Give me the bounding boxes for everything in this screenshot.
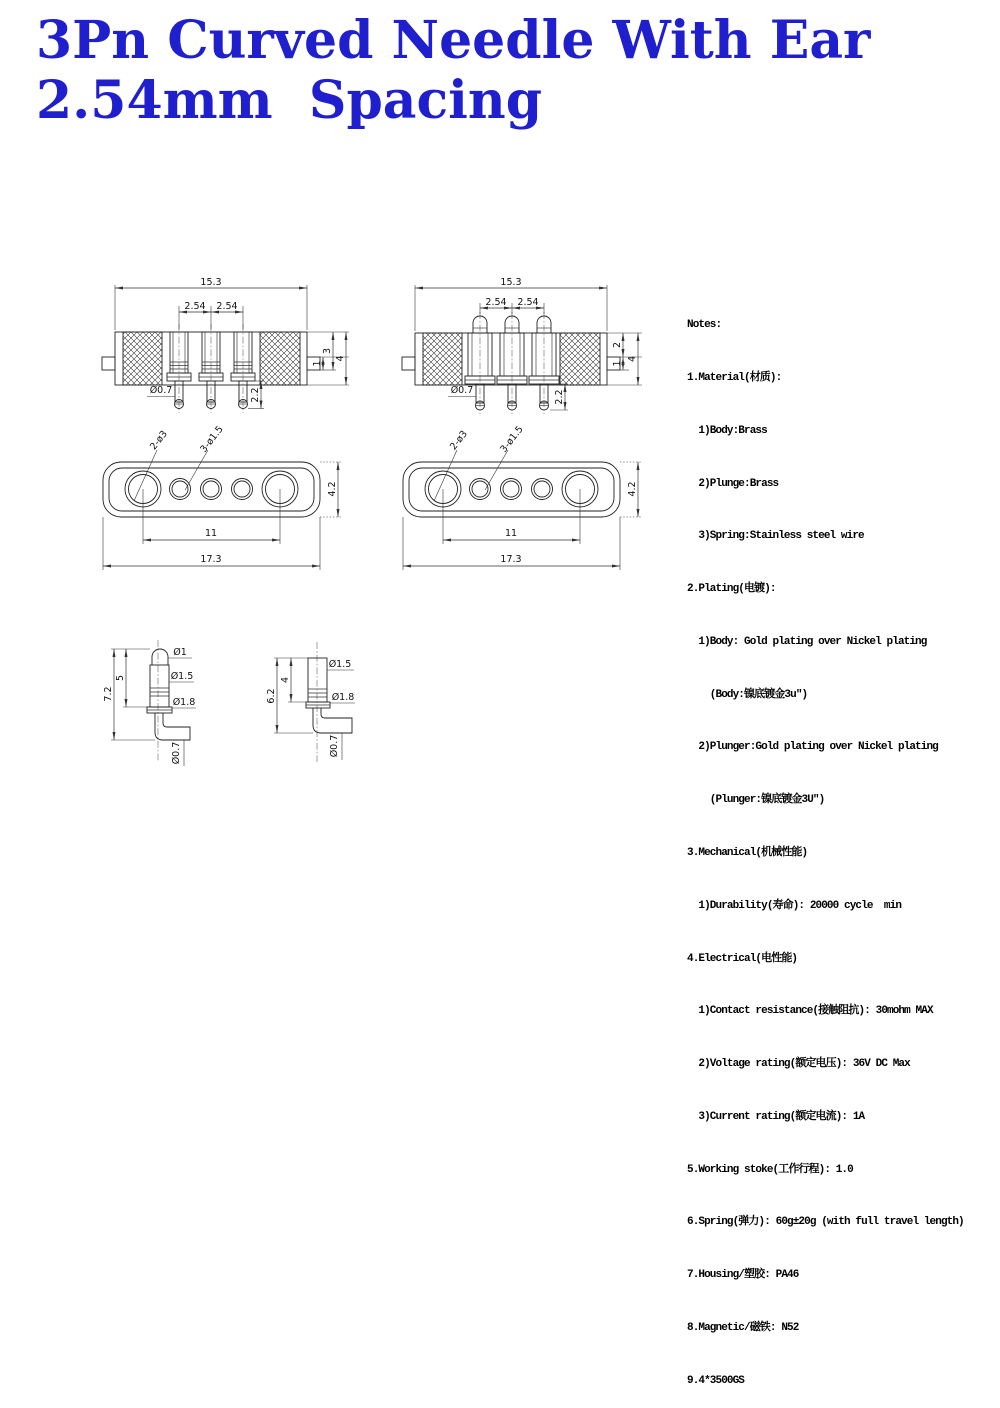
note-line: 6.Spring(弹力): 60g±20g (with full travel length): [687, 1216, 964, 1229]
dim-label: 4.2: [627, 481, 638, 497]
pin-detail-barrel-drawing: [260, 612, 405, 792]
dim-label: 2-ø3: [448, 428, 470, 453]
note-line: 1)Contact resistance(接触阻抗): 30mohm MAX: [687, 1005, 933, 1018]
dim-label: 17.3: [200, 554, 222, 565]
side-view-extended-drawing: [395, 272, 660, 437]
dim-label: 2.54: [216, 301, 238, 312]
dim-label: Ø1.8: [331, 692, 355, 703]
dim-label: 2.54: [485, 297, 507, 308]
dim-label: 2.54: [517, 297, 539, 308]
note-line: 1)Durability(寿命): 20000 cycle min: [687, 899, 902, 912]
dim-label: 3-ø1.5: [198, 424, 226, 455]
dim-label: 15.3: [200, 277, 222, 288]
note-line: 5.Working stoke(工作行程): 1.0: [687, 1163, 853, 1176]
dimensions: [103, 424, 342, 570]
dim-label: 11: [204, 528, 218, 539]
pogo-pin-1: [167, 324, 191, 413]
knurl-hatch-right: [260, 332, 300, 385]
dim-label: 1: [612, 360, 623, 367]
bottom-view-right-drawing: [395, 424, 660, 583]
dim-label: 15.3: [500, 277, 522, 288]
dim-label: 4: [280, 676, 291, 684]
dim-label: 2.2: [554, 389, 565, 405]
note-line: 9.4*3500GS: [687, 1374, 745, 1387]
dim-label: 6.2: [266, 688, 277, 704]
dimensions: [266, 658, 355, 760]
note-line: 3.Mechanical(机械性能): [687, 847, 808, 859]
dim-label: 17.3: [500, 554, 522, 565]
pogo-pin-1: [465, 312, 495, 414]
dim-label: 3-ø1.5: [498, 424, 526, 455]
note-line: 2)Voltage rating(额定电压): 36V DC Max: [687, 1058, 910, 1071]
pogo-pin-2: [199, 324, 223, 413]
dim-label: 2.2: [250, 387, 261, 403]
note-line: 1)Body:Brass: [687, 424, 767, 437]
dim-label: 4.2: [327, 481, 338, 497]
knurl-hatch-right: [560, 333, 600, 385]
pogo-pin-2: [497, 312, 527, 414]
dim-label: 5: [115, 674, 126, 682]
bottom-view-left-drawing: [95, 424, 360, 583]
notes-panel: [687, 282, 964, 1408]
dim-label: 4: [627, 355, 638, 363]
dim-label: 2.54: [184, 301, 206, 312]
note-line: 7.Housing/塑胶: PA46: [687, 1269, 799, 1282]
pin-detail-plunger-drawing: [100, 612, 230, 792]
housing-outline: [403, 462, 620, 517]
holes: [425, 471, 598, 507]
dim-label: 4: [335, 355, 346, 362]
knurl-hatch-left: [423, 333, 462, 385]
housing-outline: [402, 333, 620, 385]
note-line: 3)Spring:Stainless steel wire: [687, 530, 864, 543]
dim-label: 3: [322, 347, 333, 355]
note-line: 2.Plating(电镀):: [687, 583, 776, 596]
note-line: 1.Material(材质):: [687, 371, 782, 384]
note-line: 4.Electrical(电性能): [687, 952, 798, 965]
page-title-line-2: 2.54mm Spacing: [36, 70, 543, 131]
note-line: 3)Current rating(额定电流): 1A: [687, 1110, 865, 1123]
dim-label: Ø0.7: [171, 741, 182, 765]
knurl-hatch-left: [123, 332, 162, 385]
note-line: (Plunger:镍底镀金3U"): [687, 794, 825, 807]
dim-label: 1: [312, 360, 323, 367]
dim-label: Ø1: [173, 647, 187, 658]
side-view-retracted-drawing: [95, 272, 360, 437]
note-line: 8.Magnetic/磁铁: N52: [687, 1322, 799, 1335]
dim-label: Ø0.7: [450, 385, 474, 396]
holes: [125, 471, 298, 507]
dim-label: Ø0.7: [149, 385, 173, 396]
housing-outline: [103, 462, 320, 517]
dim-label: Ø0.7: [329, 734, 340, 758]
dim-label: 2: [612, 341, 623, 349]
dim-label: 7.2: [103, 686, 114, 702]
note-line: Notes:: [687, 319, 722, 332]
dim-label: Ø1.5: [170, 671, 194, 682]
page-title-line-1: 3Pn Curved Needle With Ear: [36, 10, 871, 71]
note-line: 2)Plunge:Brass: [687, 477, 779, 490]
dim-label: Ø1.8: [172, 697, 196, 708]
dimensions: [103, 647, 196, 766]
dim-label: 2-ø3: [148, 428, 170, 453]
note-line: 1)Body: Gold plating over Nickel plating: [687, 635, 927, 648]
note-line: 2)Plunger:Gold plating over Nickel plating: [687, 741, 938, 754]
dim-label: Ø1.5: [328, 659, 352, 670]
dimensions: [403, 424, 642, 570]
dim-label: 11: [504, 528, 518, 539]
note-line: (Body:镍底镀金3u"): [687, 688, 808, 701]
